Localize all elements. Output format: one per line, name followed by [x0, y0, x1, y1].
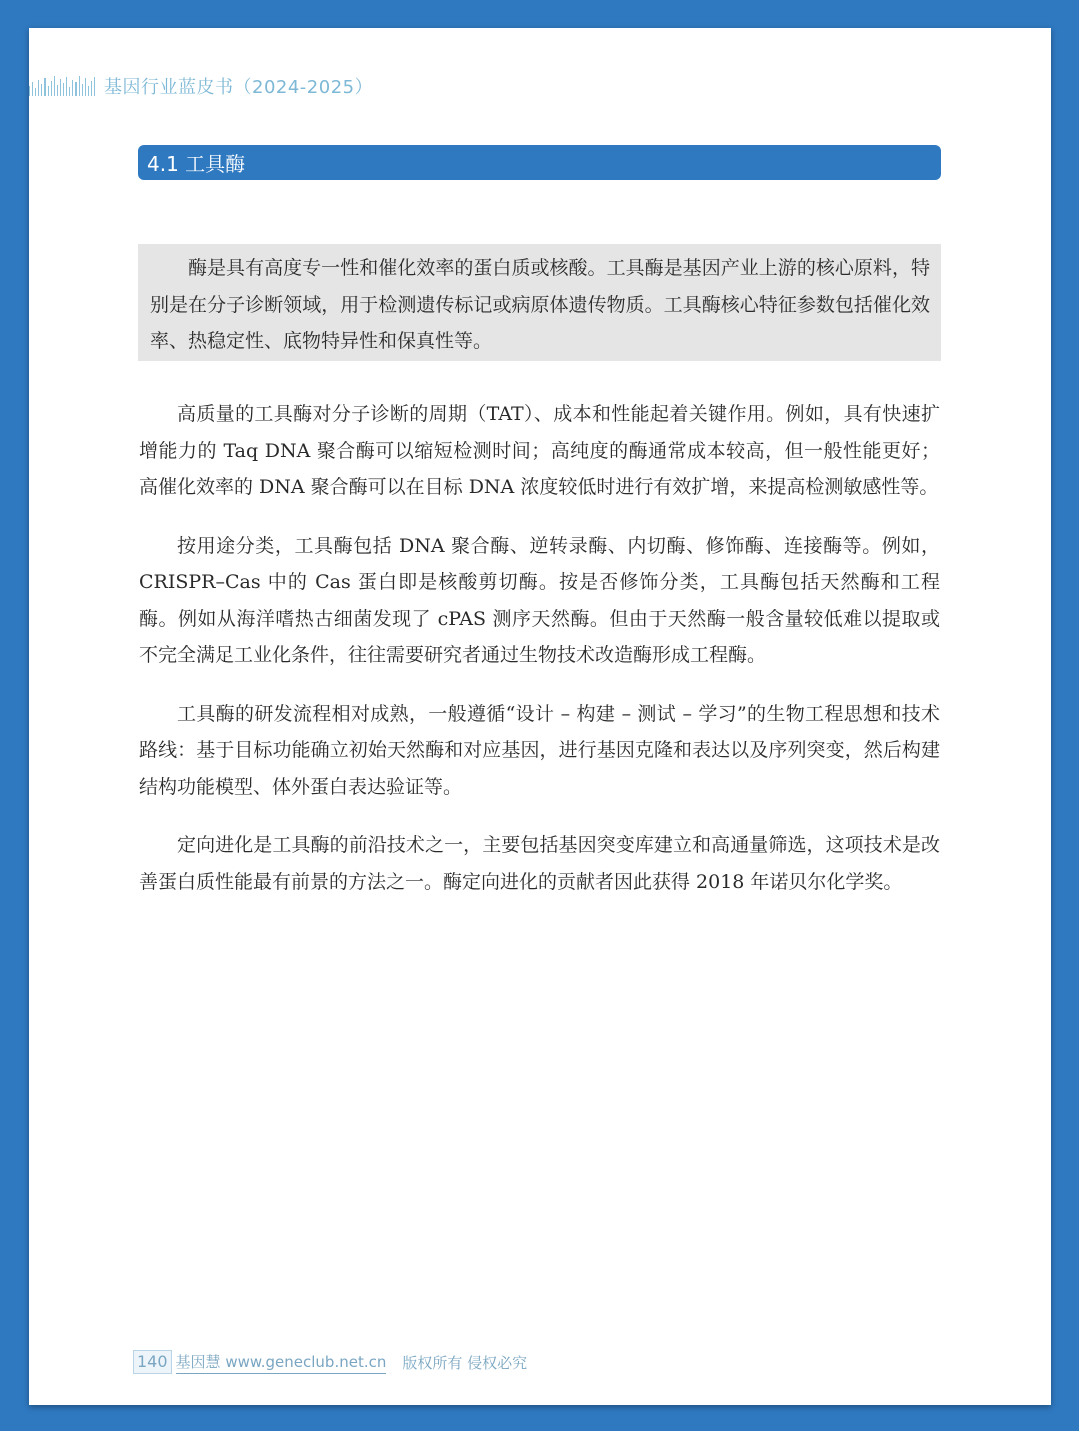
paragraph-3: 工具酶的研发流程相对成熟，一般遵循“设计 – 构建 – 测试 – 学习”的生物工程思想和技术路线：基于目标功能确立初始天然酶和对应基因，进行基因克隆和表达以及序列突变，然后构建结构功能模型、体外蛋白表达验证等。 [139, 702, 940, 798]
footer-site-link[interactable]: 基因慧 www.geneclub.net.cn [176, 1351, 387, 1374]
footer-copyright: 版权所有 侵权必究 [402, 1353, 528, 1372]
header-decoration-bars [29, 76, 95, 96]
summary-box [138, 244, 941, 361]
page-number: 140 [133, 1350, 172, 1374]
paragraph-1: 高质量的工具酶对分子诊断的周期（TAT）、成本和性能起着关键作用。例如，具有快速扩增能力的 Taq DNA 聚合酶可以缩短检测时间；高纯度的酶通常成本较高，但一般性能更好；高催化效率的 DNA 聚合酶可以在目标 DNA 浓度较低时进行有效扩增，来提高检测敏感性等。 [139, 403, 940, 498]
section-title: 4.1 工具酶 [147, 152, 246, 176]
page-footer [133, 1350, 527, 1374]
paragraph-2: 按用途分类，工具酶包括 DNA 聚合酶、逆转录酶、内切酶、修饰酶、连接酶等。例如，CRISPR–Cas 中的 Cas 蛋白即是核酸剪切酶。按是否修饰分类，工具酶包括天然酶和工程酶。例如从海洋嗜热古细菌发现了 cPAS 测序天然酶。但由于天然酶一般含量较低难以提取或不完全满足工业化条件，往往需要研究者通过生物技术改造酶形成工程酶。 [139, 534, 940, 666]
body-text [139, 396, 940, 922]
document-page [29, 28, 1051, 1405]
header-title: 基因行业蓝皮书（2024-2025） [104, 77, 374, 98]
summary-text: 酶是具有高度专一性和催化效率的蛋白质或核酸。工具酶是基因产业上游的核心原料，特别是在分子诊断领域，用于检测遗传标记或病原体遗传物质。工具酶核心特征参数包括催化效率、热稳定性、底物特异性和保真性等。 [150, 257, 930, 352]
section-heading-bar [138, 145, 941, 180]
running-header [29, 74, 373, 98]
paragraph-4: 定向进化是工具酶的前沿技术之一，主要包括基因突变库建立和高通量筛选，这项技术是改善蛋白质性能最有前景的方法之一。酶定向进化的贡献者因此获得 2018 年诺贝尔化学奖。 [139, 834, 940, 893]
